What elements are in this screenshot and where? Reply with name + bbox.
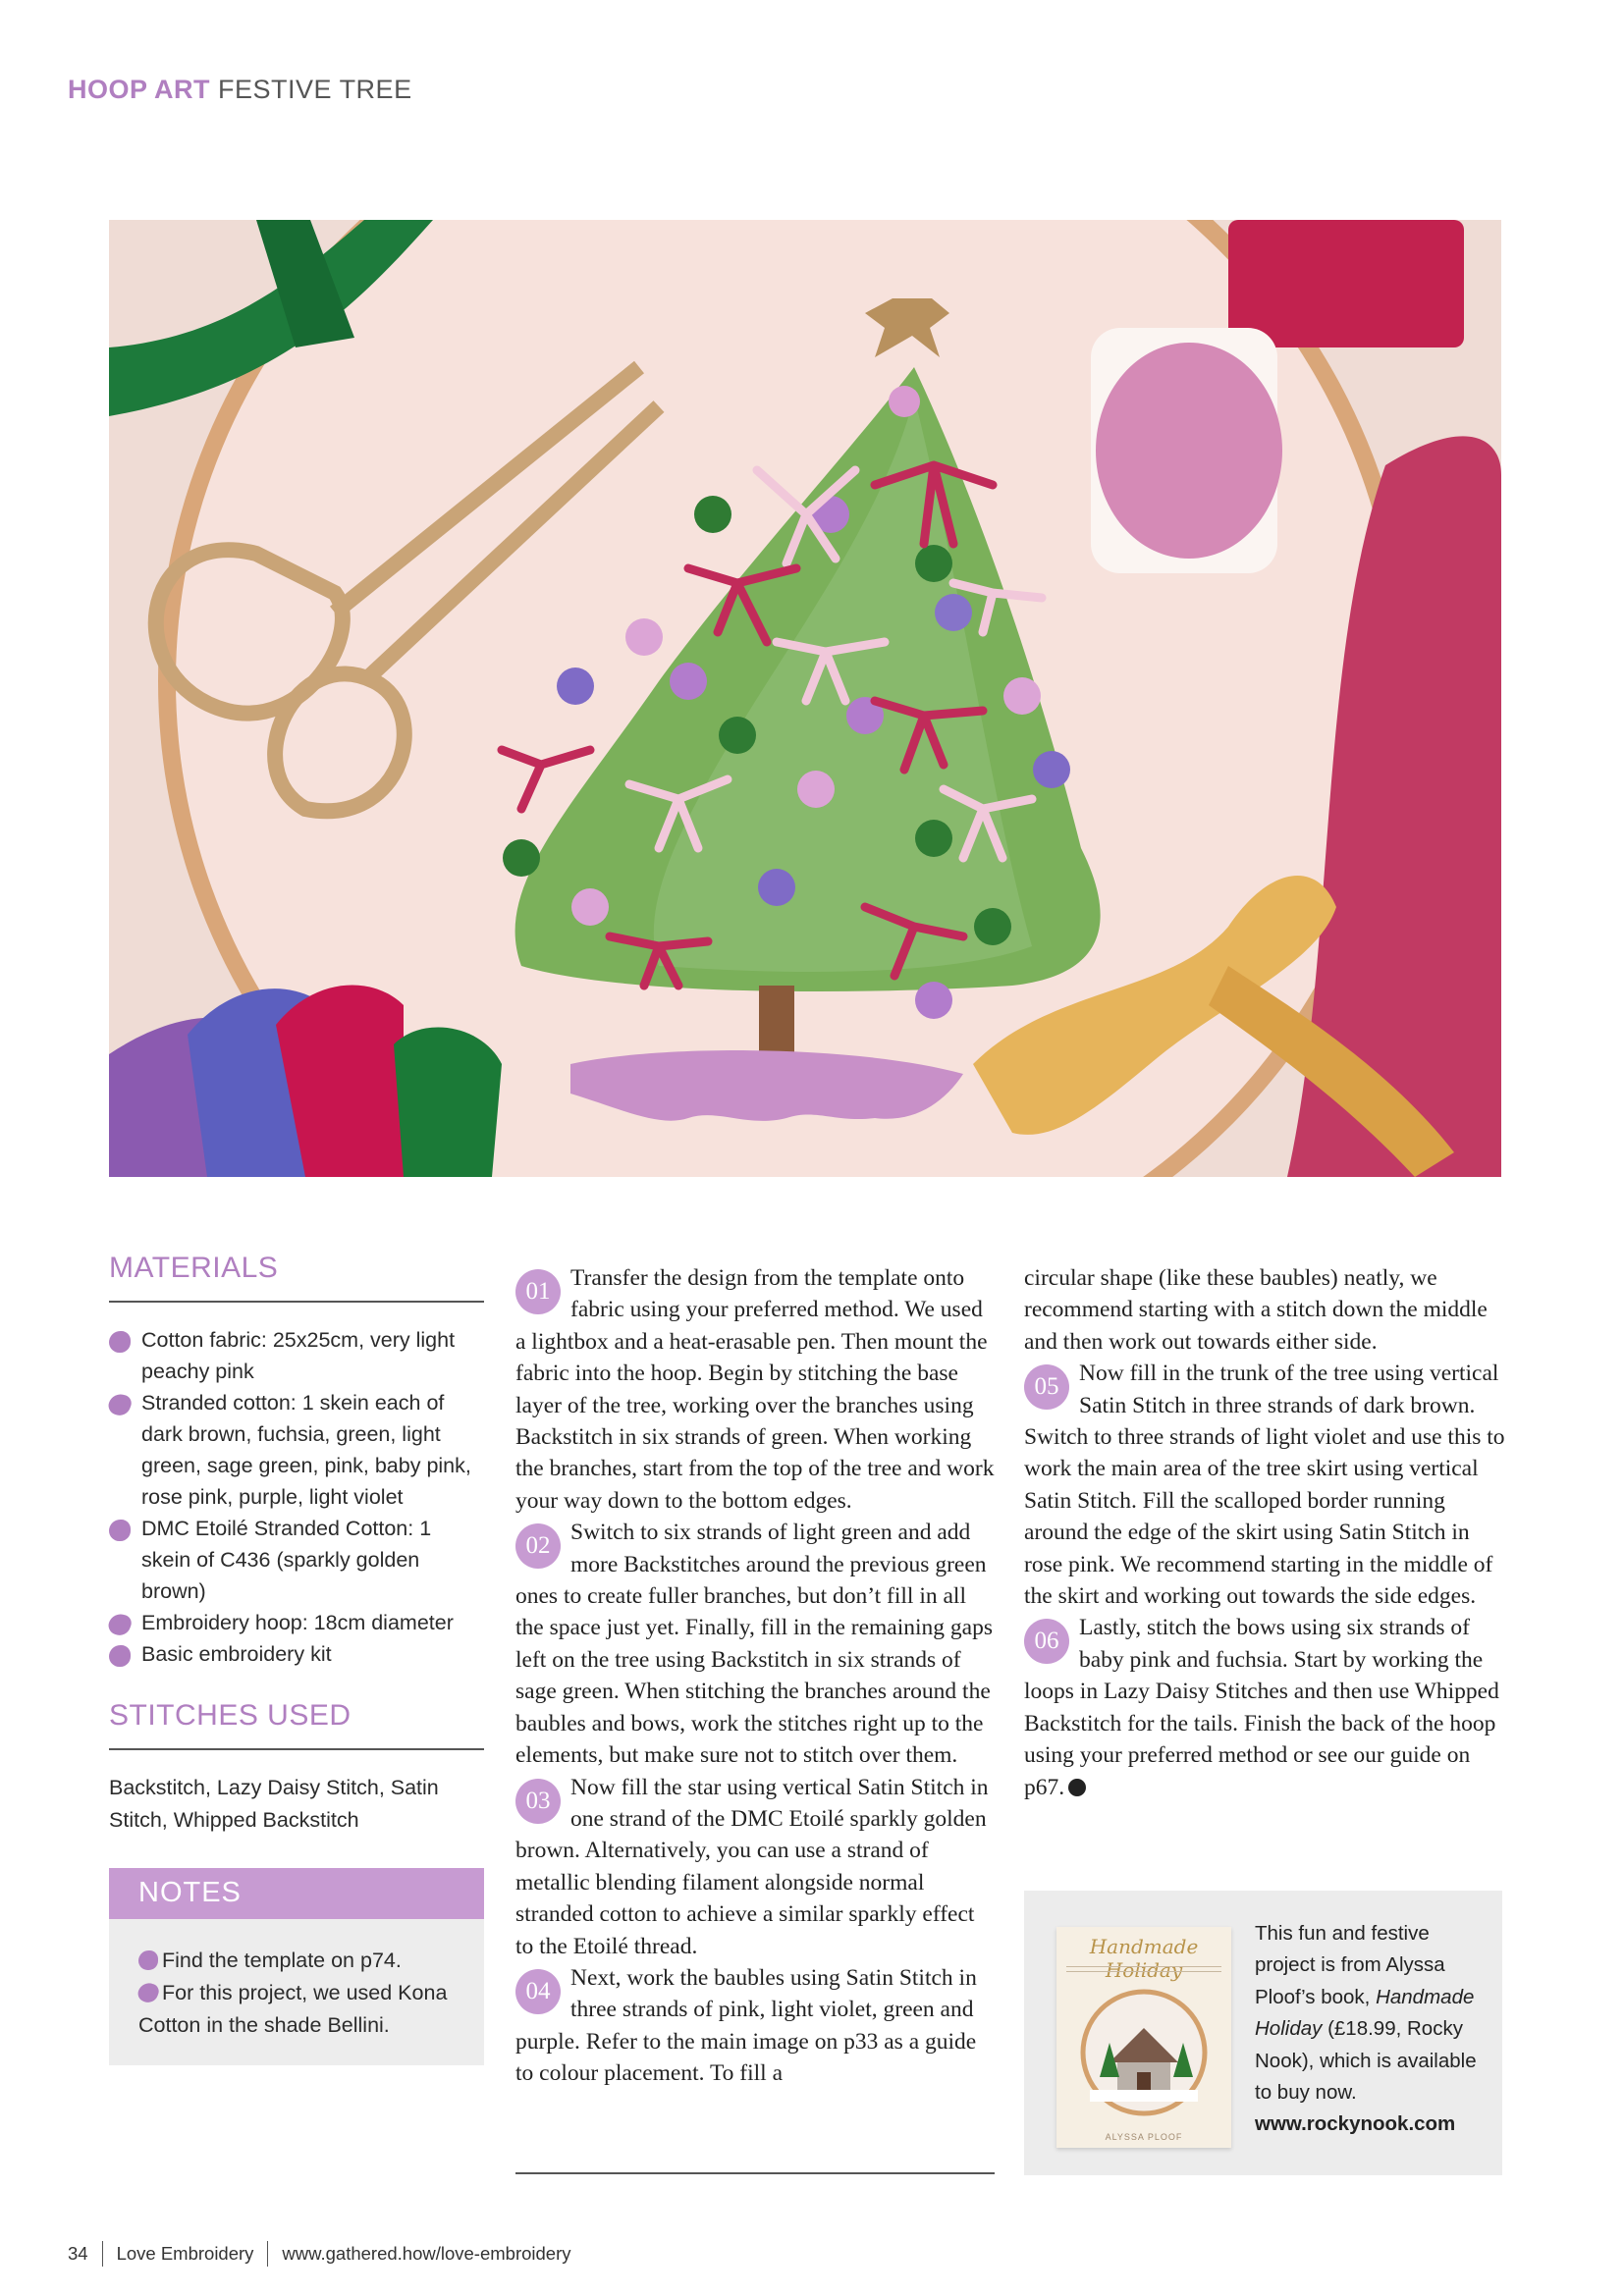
page-header	[68, 75, 412, 105]
step-number: 04	[515, 1969, 561, 2014]
instructions-column-1	[515, 1262, 997, 2090]
step-4-continued: circular shape (like these baubles) neatly, we recommend starting with a stitch down the middle and then work out towards either side.	[1024, 1265, 1488, 1355]
materials-divider	[109, 1301, 484, 1303]
stitches-text: Backstitch, Lazy Daisy Stitch, Satin Stitch, Whipped Backstitch	[109, 1776, 439, 1832]
end-mark-icon	[1068, 1779, 1086, 1796]
book-cover-image	[1056, 1927, 1231, 2148]
notes-body	[109, 1919, 484, 2042]
book-cover-title: Handmade Holiday	[1089, 1935, 1199, 1982]
sidebar-column	[109, 1252, 484, 2065]
cover-hoop-icon	[1070, 1984, 1218, 2121]
notes-box	[109, 1868, 484, 2065]
article-title: FESTIVE TREE	[218, 75, 412, 104]
step-6: 06 Lastly, stitch the bows using six strands of baby pink and fuchsia. Start by working the loops in Lazy Daisy Stitches and then use Whipped Backstitch for the tails. Finish the back of the hoop using your preferred method or see our guide on p67.	[1024, 1615, 1499, 1800]
step-number: 01	[515, 1269, 561, 1314]
bullet-icon	[138, 1950, 158, 1970]
column-end-divider	[515, 2172, 995, 2174]
notes-heading: NOTES	[109, 1868, 484, 1919]
book-cover-author: ALYSSA PLOOF	[1105, 2132, 1183, 2142]
magazine-name: Love Embroidery	[116, 2243, 254, 2264]
step-number: 05	[1024, 1364, 1069, 1410]
section-label: HOOP ART	[68, 75, 211, 104]
step-5: 05 Now fill in the trunk of the tree using vertical Satin Stitch in three strands of dark brown. Switch to three strands of light violet and use this to work the main area of the tree skirt using vertical Satin Stitch. Fill the scalloped border running around the edge of the skirt using Satin Stitch in rose pink. We recommend starting in the middle of the skirt and working out towards the side edges.	[1024, 1361, 1505, 1610]
list-item: Cotton fabric: 25x25cm, very light peachy pink	[109, 1324, 484, 1387]
note-item: For this project, we used Kona Cotton in the shade Bellini.	[138, 1977, 455, 2042]
stitches-heading: STITCHES USED	[109, 1699, 352, 1732]
step-number: 03	[515, 1779, 561, 1824]
note-item: Find the template on p74.	[138, 1945, 455, 1977]
book-promo-text: This fun and festive project is from Alyssa Ploof’s book, Handmade Holiday (£18.99, Rocky Nook), which is available to buy now. www.rockynook.com	[1255, 1922, 1477, 2136]
embroidery-hoop-illustration	[109, 220, 1501, 1177]
stitches-divider	[109, 1748, 484, 1750]
step-4: 04 Next, work the baubles using Satin Stitch in three strands of pink, light violet, green and purple. Refer to the main image on p33 as a guide to colour placement. To fill a	[515, 1964, 977, 2087]
website-link[interactable]: www.gathered.how/love-embroidery	[282, 2243, 571, 2264]
step-3: 03 Now fill the star using vertical Satin Stitch in one strand of the DMC Etoilé sparkly golden brown. Alternatively, you can use a strand of metallic blending filament alongside normal stranded cotton to achieve a similar sparkly effect to the Etoilé thread.	[515, 1774, 989, 1959]
step-number: 06	[1024, 1619, 1069, 1664]
step-number: 02	[515, 1523, 561, 1569]
page-footer	[68, 2241, 571, 2267]
step-1: 01 Transfer the design from the template onto fabric using your preferred method. We used a lightbox and a heat-erasable pen. Then mount the fabric into the hoop. Begin by stitching the base layer of the tree, working over the branches using Backstitch in six strands of green. When working the branches, start from the top of the tree and work your way down to the bottom edges.	[515, 1265, 995, 1514]
bullet-icon	[135, 1980, 161, 2005]
materials-list	[109, 1324, 484, 1670]
bullet-icon	[109, 1645, 131, 1667]
instructions-column-2	[1024, 1262, 1505, 1803]
hero-photo	[109, 220, 1501, 1177]
materials-heading: MATERIALS	[109, 1252, 279, 1284]
bullet-icon	[106, 1611, 134, 1638]
footer-divider	[267, 2241, 268, 2267]
bullet-icon	[109, 1520, 131, 1541]
list-item: Basic embroidery kit	[109, 1638, 484, 1670]
list-item: Stranded cotton: 1 skein each of dark brown, fuchsia, green, light green, sage green, pink, baby pink, rose pink, purple, light violet	[109, 1387, 484, 1513]
list-item: Embroidery hoop: 18cm diameter	[109, 1607, 484, 1638]
publisher-link[interactable]: www.rockynook.com	[1255, 2112, 1456, 2136]
cover-rule	[1066, 1966, 1221, 1972]
list-item: DMC Etoilé Stranded Cotton: 1 skein of C436 (sparkly golden brown)	[109, 1513, 484, 1607]
book-promo-box	[1024, 1891, 1502, 2175]
book-title: Handmade Holiday	[1255, 1985, 1475, 2041]
bullet-icon	[109, 1331, 131, 1353]
footer-divider	[102, 2241, 103, 2267]
bullet-icon	[106, 1391, 134, 1418]
step-2: 02 Switch to six strands of light green and add more Backstitches around the previous green ones to create fuller branches, but don’t fill in all the space just yet. Finally, fill in the remaining gaps left on the tree using Backstitch in six strands of sage green. When stitching the branches around the baubles and bows, work the stitches right up to the elements, but make sure not to stitch over them.	[515, 1520, 993, 1769]
page-number: 34	[68, 2243, 88, 2264]
